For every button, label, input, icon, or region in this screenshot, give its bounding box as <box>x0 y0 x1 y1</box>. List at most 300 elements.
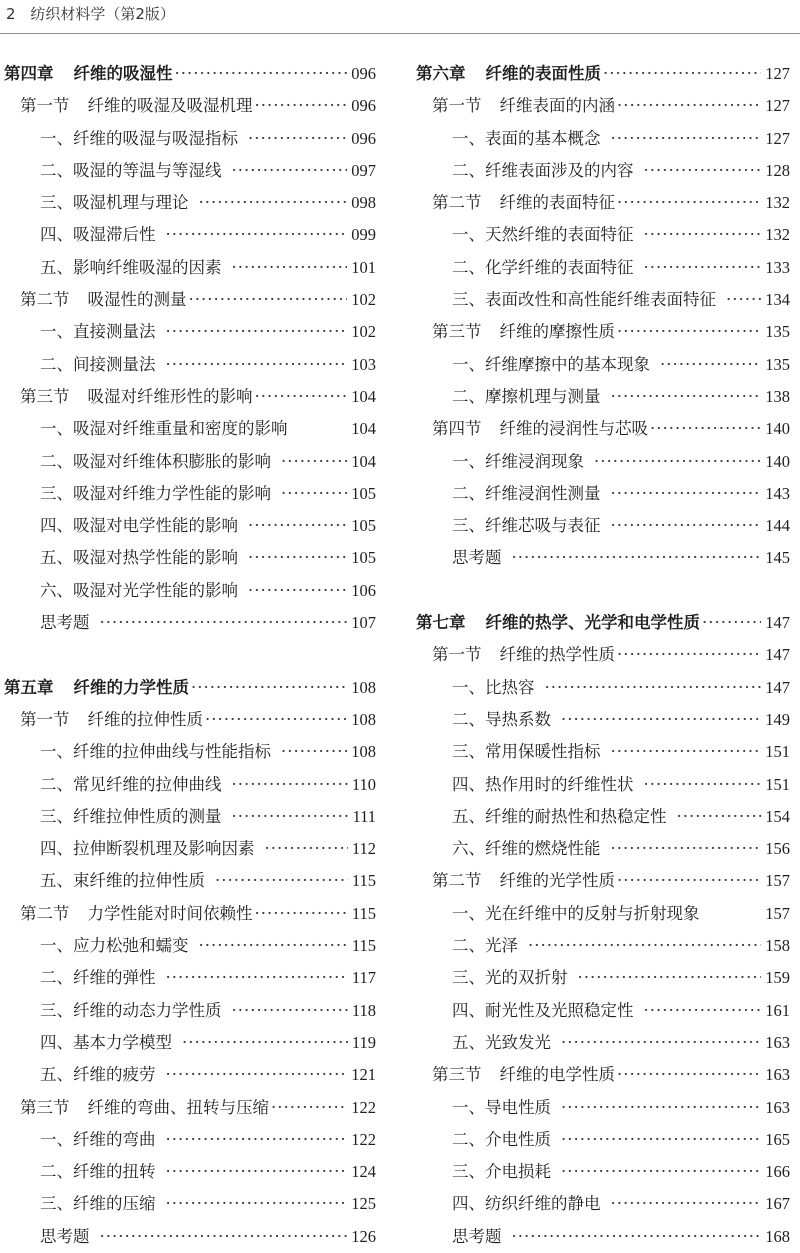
dot-leader <box>265 833 348 865</box>
dot-leader <box>166 1124 348 1156</box>
toc-entry-text: 纤维的电学性质 <box>499 1065 615 1085</box>
toc-entry-text: 一、表面的基本概念 <box>452 128 601 148</box>
toc-section-entry[interactable] <box>416 865 790 897</box>
toc-entry-page: 115 <box>351 871 376 891</box>
dot-leader <box>561 704 761 736</box>
toc-subsection-entry[interactable] <box>4 962 376 994</box>
toc-subsection-entry[interactable] <box>4 187 376 219</box>
toc-entry-page: 118 <box>351 1000 376 1020</box>
toc-entry-page: 140 <box>765 451 790 471</box>
toc-entry-page: 097 <box>351 160 376 180</box>
dot-leader <box>512 1221 762 1253</box>
toc-subsection-entry[interactable] <box>4 510 376 542</box>
toc-subsection-entry[interactable] <box>4 542 376 574</box>
toc-entry-title <box>20 898 253 930</box>
dot-leader <box>726 284 761 316</box>
dot-leader <box>232 252 348 284</box>
toc-entry-title <box>40 349 156 381</box>
toc-entry-page: 124 <box>351 1162 376 1182</box>
dot-leader <box>660 349 761 381</box>
toc-entry-page: 165 <box>765 1129 790 1149</box>
toc-subsection-entry[interactable] <box>4 1188 376 1220</box>
toc-entry-page: 101 <box>351 257 376 277</box>
dot-leader <box>512 542 762 574</box>
toc-entry-title <box>40 575 238 607</box>
toc-entry-title <box>20 284 187 316</box>
toc-entry-title <box>20 381 253 413</box>
toc-entry-title <box>40 1156 156 1188</box>
toc-entry-title <box>40 155 222 187</box>
toc-entry-text: 一、导电性质 <box>452 1097 551 1117</box>
toc-entry-page: 108 <box>351 677 376 697</box>
toc-entry-text: 纤维的浸润性与芯吸 <box>499 419 648 439</box>
toc-subsection-entry[interactable] <box>4 155 376 187</box>
toc-entry-number: 第三节 <box>432 1065 482 1085</box>
toc-entry-page: 104 <box>351 451 376 471</box>
dot-leader <box>166 1188 348 1220</box>
toc-entry-page: 127 <box>765 128 790 148</box>
toc-entry-page: 122 <box>351 1129 376 1149</box>
toc-entry-page: 119 <box>351 1032 376 1052</box>
toc-entry-title <box>40 1059 156 1091</box>
toc-entry-page: 099 <box>351 225 376 245</box>
toc-entry-text: 纤维的拉伸性质 <box>87 709 203 729</box>
toc-entry-number: 第一节 <box>432 645 482 665</box>
toc-entry-text: 二、摩擦机理与测量 <box>452 386 601 406</box>
dot-leader <box>545 672 762 704</box>
toc-entry-text: 二、纤维表面涉及的内容 <box>452 160 634 180</box>
toc-subsection-entry[interactable] <box>4 769 376 801</box>
toc-subsection-entry[interactable] <box>416 284 790 316</box>
toc-entry-title <box>40 1221 90 1253</box>
toc-entry-number: 第二节 <box>20 903 70 923</box>
toc-entry-text: 思考题 <box>40 1226 90 1246</box>
toc-entry-page: 157 <box>765 903 790 923</box>
dot-leader <box>611 478 762 510</box>
toc-entry-text: 一、直接测量法 <box>40 322 156 342</box>
toc-section-entry[interactable] <box>4 90 376 122</box>
toc-entry-title <box>40 930 189 962</box>
toc-entry-page: 096 <box>351 64 376 83</box>
toc-subsection-entry[interactable] <box>416 1124 790 1156</box>
dot-leader <box>100 607 348 639</box>
toc-entry-page: 105 <box>351 516 376 536</box>
toc-entry-title <box>20 1092 269 1124</box>
toc-entry-page: 117 <box>351 968 376 988</box>
toc-entry-page: 168 <box>765 1226 790 1246</box>
toc-entry-title <box>452 962 568 994</box>
toc-subsection-entry[interactable] <box>4 1221 376 1253</box>
toc-entry-title <box>452 1221 502 1253</box>
toc-entry-text: 五、吸湿对热学性能的影响 <box>40 548 238 568</box>
toc-entry-page: 104 <box>351 419 376 439</box>
toc-entry-text: 四、耐光性及光照稳定性 <box>452 1000 634 1020</box>
toc-entry-page: 115 <box>351 936 376 956</box>
toc-entry-number: 第五章 <box>4 677 54 697</box>
toc-entry-title <box>40 801 222 833</box>
toc-entry-text: 力学性能对时间依赖性 <box>87 903 253 923</box>
toc-subsection-entry[interactable] <box>416 1156 790 1188</box>
toc-subsection-entry[interactable] <box>4 413 376 445</box>
toc-entry-text: 一、纤维的弯曲 <box>40 1129 156 1149</box>
toc-entry-text: 三、纤维芯吸与表征 <box>452 516 601 536</box>
toc-entry-number: 第二节 <box>20 290 70 310</box>
toc-entry-page: 107 <box>351 613 376 633</box>
dot-leader <box>166 1156 348 1188</box>
toc-subsection-entry[interactable] <box>4 575 376 607</box>
dot-leader <box>166 349 348 381</box>
toc-subsection-entry[interactable] <box>4 607 376 639</box>
toc-entry-page: 135 <box>765 354 790 374</box>
dot-leader <box>255 898 348 930</box>
toc-entry-title <box>452 446 584 478</box>
dot-leader <box>189 284 348 316</box>
toc-entry-page: 147 <box>765 645 790 665</box>
running-header <box>6 2 175 26</box>
toc-section-entry[interactable] <box>416 316 790 348</box>
toc-entry-title <box>40 123 238 155</box>
toc-subsection-entry[interactable] <box>4 316 376 348</box>
dot-leader <box>232 995 348 1027</box>
toc-entry-title <box>452 833 601 865</box>
toc-entry-text: 三、吸湿对纤维力学性能的影响 <box>40 483 271 503</box>
book-title: 纺织材料学（第2版） <box>30 5 175 23</box>
toc-entry-title <box>20 704 203 736</box>
toc-entry-title <box>452 123 601 155</box>
toc-entry-title <box>452 704 551 736</box>
toc-entry-title <box>40 1027 172 1059</box>
dot-leader <box>166 1059 348 1091</box>
toc-column-left <box>4 58 376 1253</box>
toc-entry-text: 一、纤维的拉伸曲线与性能指标 <box>40 742 271 762</box>
toc-subsection-entry[interactable] <box>416 801 790 833</box>
toc-entry-page: 106 <box>351 580 376 600</box>
toc-entry-text: 四、热作用时的纤维性状 <box>452 774 634 794</box>
toc-subsection-entry[interactable] <box>4 219 376 251</box>
toc-entry-text: 纤维的摩擦性质 <box>499 322 615 342</box>
toc-entry-number: 第七章 <box>416 613 466 633</box>
toc-entry-text: 三、吸湿机理与理论 <box>40 193 189 213</box>
toc-entry-title <box>452 801 667 833</box>
toc-section-entry[interactable] <box>416 639 790 671</box>
dot-leader <box>175 58 348 90</box>
toc-entry-number: 第一节 <box>432 96 482 116</box>
toc-entry-text: 一、纤维浸润现象 <box>452 451 584 471</box>
toc-entry-title <box>40 833 255 865</box>
toc-entry-text: 五、光致发光 <box>452 1032 551 1052</box>
toc-entry-page: 161 <box>765 1000 790 1020</box>
toc-entry-text: 思考题 <box>40 613 90 633</box>
toc-subsection-entry[interactable] <box>416 736 790 768</box>
toc-section-entry[interactable] <box>4 704 376 736</box>
toc-section-entry[interactable] <box>4 284 376 316</box>
toc-entry-title <box>452 381 601 413</box>
page-number: 2 <box>6 5 16 23</box>
toc-subsection-entry[interactable] <box>416 478 790 510</box>
dot-leader <box>578 962 762 994</box>
toc-subsection-entry[interactable] <box>4 1156 376 1188</box>
toc-subsection-entry[interactable] <box>416 381 790 413</box>
dot-leader <box>199 187 348 219</box>
toc-entry-text: 三、纤维的压缩 <box>40 1194 156 1214</box>
dot-leader <box>617 1059 761 1091</box>
toc-subsection-entry[interactable] <box>416 930 790 962</box>
dot-leader <box>271 1092 347 1124</box>
toc-entry-text: 三、光的双折射 <box>452 968 568 988</box>
toc-entry-page: 154 <box>765 806 790 826</box>
toc-subsection-entry[interactable] <box>4 833 376 865</box>
dot-leader <box>182 1027 348 1059</box>
toc-entry-page: 105 <box>351 548 376 568</box>
dot-leader <box>215 865 348 897</box>
toc-entry-text: 五、影响纤维吸湿的因素 <box>40 257 222 277</box>
toc-entry-title <box>452 1027 551 1059</box>
toc-entry-title <box>432 865 615 897</box>
toc-entry-title <box>432 639 615 671</box>
dot-leader <box>611 123 762 155</box>
dot-leader <box>561 1124 761 1156</box>
toc-entry-text: 一、比热容 <box>452 677 535 697</box>
toc-section-entry[interactable] <box>4 1092 376 1124</box>
toc-entry-text: 二、纤维的弹性 <box>40 968 156 988</box>
toc-entry-title <box>432 413 648 445</box>
toc-subsection-entry[interactable] <box>4 123 376 155</box>
toc-entry-page: 104 <box>351 386 376 406</box>
toc-entry-title <box>452 1156 551 1188</box>
toc-section-entry[interactable] <box>416 90 790 122</box>
toc-entry-page: 111 <box>352 806 376 826</box>
toc-entry-page: 166 <box>765 1162 790 1182</box>
toc-entry-page: 135 <box>765 322 790 342</box>
toc-subsection-entry[interactable] <box>416 155 790 187</box>
dot-leader <box>166 219 348 251</box>
toc-entry-title <box>452 1188 601 1220</box>
toc-entry-page: 157 <box>765 871 790 891</box>
toc-chapter-entry[interactable] <box>4 672 376 704</box>
toc-entry-number: 第四章 <box>4 64 54 83</box>
toc-subsection-entry[interactable] <box>4 995 376 1027</box>
toc-subsection-entry[interactable] <box>416 995 790 1027</box>
toc-subsection-entry[interactable] <box>416 219 790 251</box>
toc-entry-title <box>452 155 634 187</box>
dot-leader <box>232 769 348 801</box>
toc-entry-text: 六、吸湿对光学性能的影响 <box>40 580 238 600</box>
dot-leader <box>644 995 762 1027</box>
toc-subsection-entry[interactable] <box>4 1059 376 1091</box>
dot-leader <box>650 413 761 445</box>
dot-leader <box>561 1156 761 1188</box>
toc-entry-title <box>452 219 634 251</box>
toc-subsection-entry[interactable] <box>416 542 790 574</box>
toc-entry-page: 115 <box>351 903 376 923</box>
toc-section-entry[interactable] <box>4 898 376 930</box>
toc-entry-title <box>452 284 716 316</box>
toc-entry-title <box>452 930 518 962</box>
toc-entry-title <box>452 1124 551 1156</box>
toc-entry-page: 127 <box>765 64 790 83</box>
toc-subsection-entry[interactable] <box>416 769 790 801</box>
toc-entry-page: 144 <box>765 516 790 536</box>
toc-entry-text: 纤维的力学性质 <box>73 677 189 697</box>
toc-entry-page: 127 <box>765 96 790 116</box>
dot-leader <box>611 833 762 865</box>
dot-leader <box>561 1027 761 1059</box>
toc-entry-page: 163 <box>765 1097 790 1117</box>
dot-leader <box>702 607 761 639</box>
toc-entry-page: 163 <box>765 1032 790 1052</box>
toc-subsection-entry[interactable] <box>4 1124 376 1156</box>
toc-entry-page: 133 <box>765 257 790 277</box>
toc-entry-title <box>40 865 205 897</box>
toc-subsection-entry[interactable] <box>4 1027 376 1059</box>
toc-section-entry[interactable] <box>416 187 790 219</box>
toc-subsection-entry[interactable] <box>4 801 376 833</box>
toc-entry-text: 二、纤维浸润性测量 <box>452 483 601 503</box>
toc-entry-title <box>452 1092 551 1124</box>
dot-leader <box>232 155 348 187</box>
toc-entry-page: 151 <box>765 742 790 762</box>
toc-subsection-entry[interactable] <box>416 510 790 542</box>
toc-subsection-entry[interactable] <box>416 898 790 930</box>
toc-entry-text: 二、常见纤维的拉伸曲线 <box>40 774 222 794</box>
dot-leader <box>677 801 762 833</box>
toc-subsection-entry[interactable] <box>416 1092 790 1124</box>
toc-entry-text: 五、纤维的疲劳 <box>40 1065 156 1085</box>
toc-entry-page: 112 <box>351 839 376 859</box>
toc-entry-title <box>452 478 601 510</box>
toc-entry-text: 四、拉伸断裂机理及影响因素 <box>40 839 255 859</box>
toc-entry-title <box>416 607 700 639</box>
toc-entry-text: 二、介电性质 <box>452 1129 551 1149</box>
dot-leader <box>617 187 761 219</box>
toc-entry-page: 122 <box>351 1097 376 1117</box>
toc-entry-title <box>452 672 535 704</box>
toc-entry-page: 108 <box>351 709 376 729</box>
toc-entry-text: 四、基本力学模型 <box>40 1032 172 1052</box>
dot-leader <box>617 865 761 897</box>
toc-entry-page: 103 <box>351 354 376 374</box>
dot-leader <box>528 930 761 962</box>
toc-entry-title <box>452 510 601 542</box>
toc-entry-title <box>40 1124 156 1156</box>
toc-subsection-entry[interactable] <box>4 252 376 284</box>
toc-entry-title <box>432 1059 615 1091</box>
toc-entry-title <box>452 995 634 1027</box>
toc-chapter-entry[interactable] <box>416 607 790 639</box>
toc-entry-title <box>40 413 288 445</box>
toc-subsection-entry[interactable] <box>416 704 790 736</box>
dot-leader <box>248 542 347 574</box>
toc-subsection-entry[interactable] <box>416 833 790 865</box>
toc-entry-page: 147 <box>765 613 790 633</box>
toc-entry-text: 二、纤维的扭转 <box>40 1162 156 1182</box>
toc-entry-text: 纤维的热学性质 <box>499 645 615 665</box>
toc-section-entry[interactable] <box>416 413 790 445</box>
toc-entry-text: 一、纤维摩擦中的基本现象 <box>452 354 650 374</box>
toc-subsection-entry[interactable] <box>4 349 376 381</box>
toc-gap <box>4 639 376 671</box>
toc-entry-text: 三、表面改性和高性能纤维表面特征 <box>452 290 716 310</box>
toc-entry-title <box>40 1188 156 1220</box>
toc-entry-text: 纤维的吸湿性 <box>73 64 173 83</box>
toc-entry-page: 138 <box>765 386 790 406</box>
toc-entry-title <box>40 510 238 542</box>
toc-entry-title <box>40 187 189 219</box>
toc-subsection-entry[interactable] <box>4 930 376 962</box>
toc-entry-text: 五、束纤维的拉伸性质 <box>40 871 205 891</box>
toc-subsection-entry[interactable] <box>4 865 376 897</box>
toc-column-right <box>416 58 790 1253</box>
toc-entry-text: 吸湿性的测量 <box>87 290 187 310</box>
toc-subsection-entry[interactable] <box>416 1027 790 1059</box>
toc-entry-text: 纤维的弯曲、扭转与压缩 <box>87 1097 269 1117</box>
toc-entry-page: 121 <box>351 1065 376 1085</box>
toc-entry-page: 134 <box>765 290 790 310</box>
toc-entry-title <box>452 542 502 574</box>
toc-entry-title <box>40 252 222 284</box>
dot-leader <box>611 736 762 768</box>
toc-subsection-entry[interactable] <box>4 736 376 768</box>
toc-entry-page: 145 <box>765 548 790 568</box>
toc-subsection-entry[interactable] <box>416 1188 790 1220</box>
toc-entry-page: 108 <box>351 742 376 762</box>
toc-entry-text: 二、吸湿对纤维体积膨胀的影响 <box>40 451 271 471</box>
dot-leader <box>100 1221 348 1253</box>
toc-entry-page: 159 <box>765 968 790 988</box>
toc-subsection-entry[interactable] <box>416 446 790 478</box>
toc-subsection-entry[interactable] <box>416 252 790 284</box>
dot-leader <box>248 123 347 155</box>
toc-entry-text: 二、光泽 <box>452 936 518 956</box>
toc-chapter-entry[interactable] <box>416 58 790 90</box>
toc-entry-text: 吸湿对纤维形性的影响 <box>87 386 253 406</box>
toc-section-entry[interactable] <box>4 381 376 413</box>
dot-leader <box>594 446 761 478</box>
toc-entry-text: 纤维的表面特征 <box>499 193 615 213</box>
toc-entry-text: 二、间接测量法 <box>40 354 156 374</box>
toc-subsection-entry[interactable] <box>416 962 790 994</box>
toc-entry-title <box>4 672 189 704</box>
dot-leader <box>232 801 349 833</box>
toc-subsection-entry[interactable] <box>416 123 790 155</box>
dot-leader <box>166 316 348 348</box>
toc-entry-text: 三、介电损耗 <box>452 1162 551 1182</box>
toc-entry-page: 102 <box>351 322 376 342</box>
dot-leader <box>644 252 762 284</box>
toc-entry-page: 125 <box>351 1194 376 1214</box>
toc-entry-title <box>452 252 634 284</box>
toc-entry-page: 156 <box>765 839 790 859</box>
dot-leader <box>644 155 762 187</box>
toc-entry-number: 第一节 <box>20 96 70 116</box>
toc-entry-title <box>20 90 253 122</box>
toc-entry-title <box>452 898 700 930</box>
dot-leader <box>617 316 761 348</box>
toc-entry-number: 第四节 <box>432 419 482 439</box>
toc-entry-number: 第二节 <box>432 193 482 213</box>
toc-subsection-entry[interactable] <box>416 1221 790 1253</box>
toc-entry-text: 思考题 <box>452 1226 502 1246</box>
dot-leader <box>611 381 762 413</box>
toc-subsection-entry[interactable] <box>4 478 376 510</box>
toc-section-entry[interactable] <box>416 1059 790 1091</box>
toc-subsection-entry[interactable] <box>416 349 790 381</box>
toc-entry-page: 167 <box>765 1194 790 1214</box>
toc-entry-text: 五、纤维的耐热性和热稳定性 <box>452 806 667 826</box>
toc-chapter-entry[interactable] <box>4 58 376 90</box>
toc-subsection-entry[interactable] <box>416 672 790 704</box>
toc-subsection-entry[interactable] <box>4 446 376 478</box>
